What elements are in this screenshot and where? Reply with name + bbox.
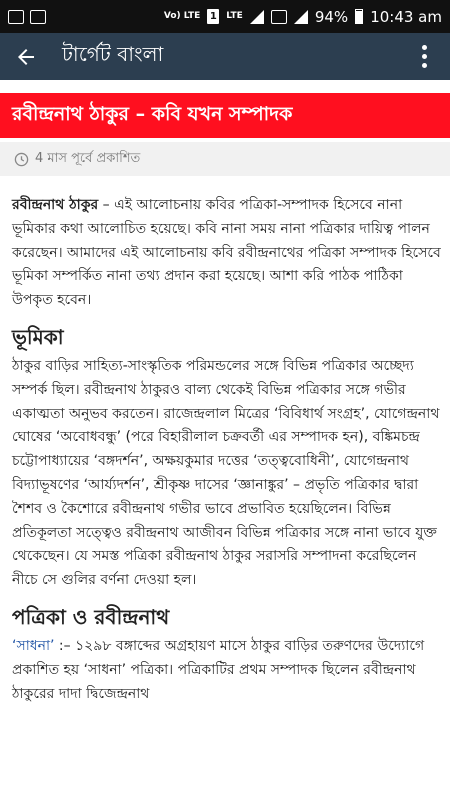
intro-paragraph: [12, 194, 444, 313]
volte-label: Vo) LTE: [163, 11, 201, 21]
sim-indicator: 1: [207, 9, 219, 24]
app-bar: [0, 33, 450, 80]
battery-percentage: 94%: [314, 7, 349, 26]
battery-icon: [355, 9, 363, 24]
signal-icon: [250, 10, 264, 24]
sadhana-paragraph: [12, 635, 444, 706]
lte-label: LTE: [226, 11, 243, 21]
sadhana-text: :– ১২৯৮ বঙ্গাব্দের অগ্রহায়ণ মাসে ঠাকুর বাড়ির তরুণদের উদ্যোগে প্রকাশিত হয় ‘সাধনা’ পত্রিকা। পত্রিকাটির প্রথম সম্পাদক ছিলেন রবীন্দ্রনাথ ঠাকুরের দাদা দ্বিজেন্দ্রনাথ: [12, 637, 425, 702]
section-title-magazines: পত্রিকা ও রবীন্দ্রনাথ: [12, 604, 170, 629]
signal-strength-icon: [294, 10, 308, 24]
article-meta: [0, 142, 450, 176]
published-time: 4 মাস পূর্বে প্রকাশিত: [35, 150, 141, 166]
screenshot-notification-icon: [30, 10, 46, 24]
app-title: টার্গেট বাংলা: [62, 42, 164, 66]
arrow-left-icon: [14, 45, 38, 69]
article-headline: রবীন্দ্রনাথ ঠাকুর – কবি যখন সম্পাদক: [0, 93, 450, 138]
intro-text: – এই আলোচনায় কবির পত্রিকা-সম্পাদক হিসেবে নানা ভূমিকার কথা আলোচিত হয়েছে। কবি নানা সময় নানা পত্রিকার দায়িত্ব পালন করেছেন। আমাদের এই আলোচনায় কবি রবীন্দ্রনাথের পত্রিকা সম্পাদক হিসেবে ভূমিকা সম্পর্কিত নানা তথ্য প্রদান করা হয়েছে। আশা করি পাঠক পাঠিকা উপকৃত হবেন।: [12, 197, 441, 309]
status-bar: [0, 0, 450, 33]
clock: 10:43 am: [370, 7, 442, 26]
intro-bold: রবীন্দ্রনাথ ঠাকুর: [12, 197, 99, 213]
more-vert-icon: [422, 45, 427, 50]
notification-icons: [8, 10, 46, 24]
more-options-button[interactable]: [404, 33, 444, 80]
system-icons: [164, 8, 442, 26]
sim-card-icon: [271, 10, 287, 24]
section-paragraph-intro: ঠাকুর বাড়ির সাহিত্য-সাংস্কৃতিক পরিমন্ডলের সঙ্গে বিভিন্ন পত্রিকার অচ্ছেদ্য সম্পর্ক ছিল। রবীন্দ্রনাথ ঠাকুরও বাল্য থেকেই বিভিন্ন পত্রিকার সঙ্গে গভীর একাত্মতা অনুভব করতেন। রাজেন্দ্রলাল মিত্রের ‘বিবিধার্থ সংগ্রহ’, যোগেন্দ্রনাথ ঘোষের ‘অবোধবন্ধু’ (পরে বিহারীলাল চক্রবর্তী এর সম্পাদক হন), বঙ্কিমচন্দ্র চট্টোপাধ্যায়ের ‘বঙ্গদর্শন’, অক্ষয়কুমার দত্তের ‘তত্ত্ববোধিনী’, যোগেন্দ্রনাথ বিদ্যাভূষণের ‘আর্য্যদর্শন’, শ্রীকৃষ্ণ দাসের ‘জ্ঞানাঙ্কুর’ – প্রভৃতি পত্রিকার দ্বারা শৈশব ও কৈশোরে রবীন্দ্রনাথ গভীর ভাবে প্রভাবিত হয়েছিলেন। বিভিন্ন প্রতিকূলতা সত্ত্বেও রবীন্দ্রনাথ আজীবন বিভিন্ন পত্রিকার সঙ্গে নানা ভাবে যুক্ত থেকেছেন। যে সমস্ত পত্রিকা রবীন্দ্রনাথ ঠাকুর সরাসরি সম্পাদনা করেছিলেন নীচে সে গুলির বর্ণনা দেওয়া হল।: [12, 357, 440, 589]
section-title-intro: ভূমিকা: [12, 324, 64, 349]
back-button[interactable]: [2, 33, 50, 80]
message-notification-icon: [8, 10, 24, 24]
sadhana-link[interactable]: ‘সাধনা’: [12, 637, 55, 654]
clock-icon: [14, 152, 29, 167]
article-body: [12, 194, 444, 706]
